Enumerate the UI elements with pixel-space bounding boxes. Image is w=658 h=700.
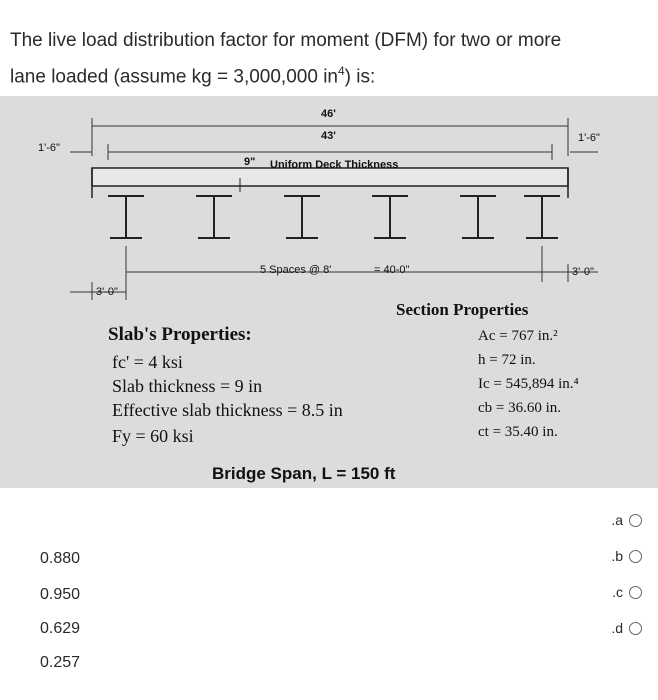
section-cb: cb = 36.60 in. [478, 400, 562, 416]
option-a[interactable] [611, 512, 642, 528]
answer-options [0, 496, 658, 700]
section-ac: Ac = 767 in.² [478, 328, 558, 344]
section-h: h = 72 in. [478, 352, 536, 368]
slab-effective-thickness: Effective slab thickness = 8.5 in [112, 400, 343, 420]
section-ic: Ic = 545,894 in.⁴ [478, 376, 579, 392]
radio-d[interactable] [629, 622, 642, 635]
dim-inner: 43' [321, 130, 336, 142]
option-c-letter: .c [612, 584, 623, 600]
question-line-1: The live load distribution factor for moment (DFM) for two or more [10, 30, 562, 51]
spacing-label: 5 Spaces @ 8' [260, 264, 332, 276]
bridge-figure [0, 96, 658, 488]
slab-fy: Fy = 60 ksi [112, 426, 194, 446]
option-b[interactable] [611, 548, 642, 564]
left-edge-dim: 3'-0" [96, 286, 118, 298]
dim-left-overhang: 1'-6" [38, 142, 60, 154]
question-line-2 [10, 56, 640, 92]
radio-c[interactable] [629, 586, 642, 599]
option-c[interactable] [612, 584, 642, 600]
answer-value: 0.629 [40, 620, 81, 637]
slab-properties-title: Slab's Properties: [108, 324, 252, 345]
question-line-2-text: lane loaded (assume kg = 3,000,000 in [10, 66, 338, 88]
slab-fc: fc' = 4 ksi [112, 352, 183, 372]
question-text [10, 26, 640, 92]
deck-thickness-label: Uniform Deck Thickness [270, 159, 399, 171]
section-ct: ct = 35.40 in. [478, 424, 558, 440]
answer-value: 0.950 [40, 586, 81, 603]
dim-total: 46' [321, 108, 336, 120]
spacing-total: = 40-0" [374, 264, 410, 276]
option-d[interactable] [611, 620, 642, 636]
answer-value: 0.880 [40, 550, 81, 567]
section-properties-title: Section Properties [396, 300, 529, 319]
radio-b[interactable] [629, 550, 642, 563]
deck-thickness-value: 9" [244, 156, 256, 168]
option-b-letter: .b [611, 548, 623, 564]
bridge-span: Bridge Span, L = 150 ft [212, 464, 396, 483]
option-a-letter: .a [611, 512, 623, 528]
option-d-letter: .d [611, 620, 623, 636]
right-edge-dim: 3'-0" [572, 266, 594, 278]
dim-right-overhang: 1'-6" [578, 132, 600, 144]
exponent: 4 [337, 64, 345, 78]
answer-value: 0.257 [40, 654, 81, 671]
question-line-2-end: ) is: [344, 66, 376, 88]
radio-a[interactable] [629, 514, 642, 527]
slab-thickness: Slab thickness = 9 in [112, 376, 263, 396]
